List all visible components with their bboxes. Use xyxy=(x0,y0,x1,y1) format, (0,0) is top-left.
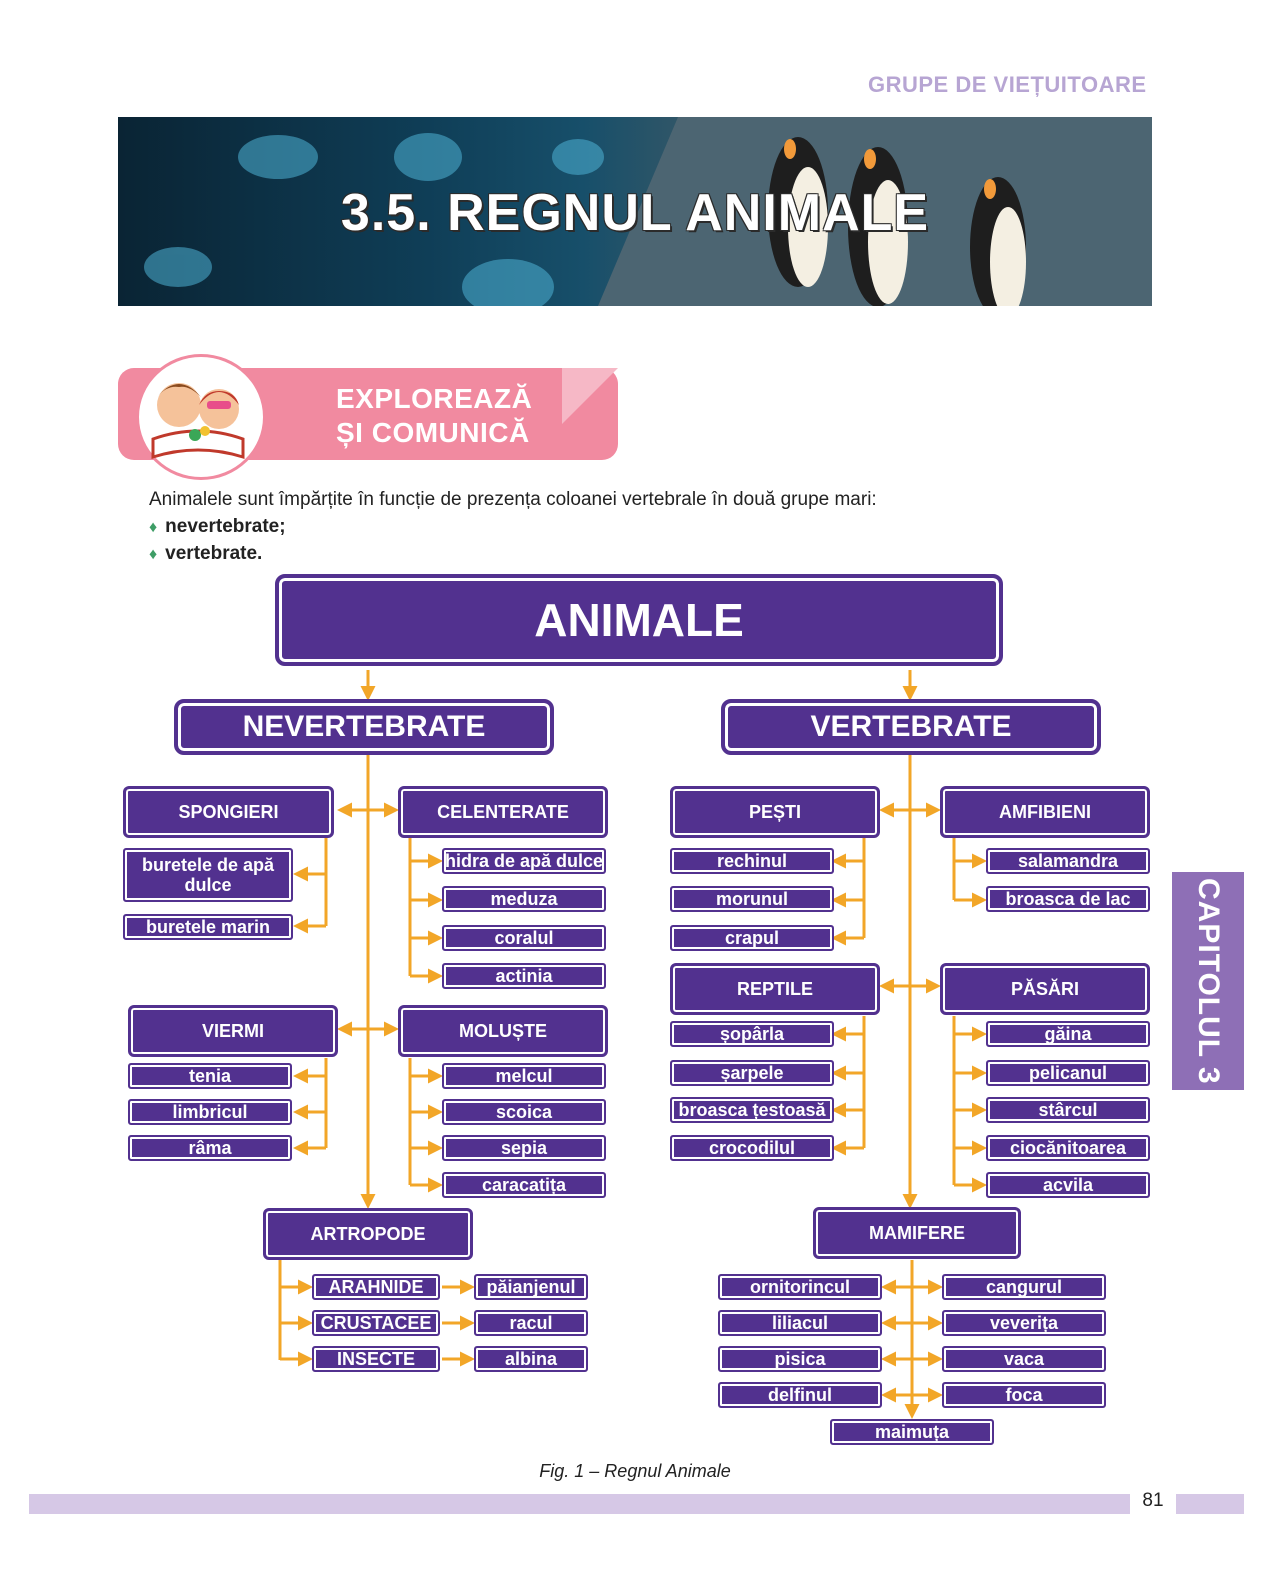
leaf-item: rechinul xyxy=(670,848,834,874)
leaf-item: păianjenul xyxy=(474,1274,588,1300)
leaf-item: șopârla xyxy=(670,1021,834,1047)
leaf-item: crapul xyxy=(670,925,834,951)
group-vertebrate: VERTEBRATE xyxy=(721,699,1101,755)
page-number: 81 xyxy=(1130,1490,1176,1516)
leaf-item: stârcul xyxy=(986,1097,1150,1123)
leaf-item: maimuța xyxy=(830,1419,994,1445)
leaf-item: delfinul xyxy=(718,1382,882,1408)
leaf-item: liliacul xyxy=(718,1310,882,1336)
category-reptile: REPTILE xyxy=(670,963,880,1015)
leaf-item: sepia xyxy=(442,1135,606,1161)
leaf-item: hidra de apă dulce xyxy=(442,848,606,874)
leaf-item: limbricul xyxy=(128,1099,292,1125)
figure-caption: Fig. 1 – Regnul Animale xyxy=(539,1461,731,1481)
category-pesti: PEȘTI xyxy=(670,786,880,838)
footer-bar xyxy=(29,1494,1244,1514)
leaf-item: crocodilul xyxy=(670,1135,834,1161)
leaf-item: șarpele xyxy=(670,1060,834,1086)
intro-text: Animalele sunt împărțite în funcție de prezența coloanei vertebrale în două grupe mari: xyxy=(149,489,877,510)
leaf-item: broasca țestoasă xyxy=(670,1097,834,1123)
category-artropode: ARTROPODE xyxy=(263,1208,473,1260)
leaf-item: coralul xyxy=(442,925,606,951)
leaf-item: veverița xyxy=(942,1310,1106,1336)
category-pasari: PĂSĂRI xyxy=(940,963,1150,1015)
leaf-item: albina xyxy=(474,1346,588,1372)
explore-line-2: ȘI COMUNICĂ xyxy=(336,417,530,448)
chapter-title: 3.5. REGNUL ANIMALE xyxy=(340,184,930,242)
leaf-item: găina xyxy=(986,1021,1150,1047)
bullet-label: nevertebrate; xyxy=(165,516,286,537)
leaf-item: ciocănitoarea xyxy=(986,1135,1150,1161)
artropode-group: ARAHNIDE xyxy=(312,1274,440,1300)
bullet-label: vertebrate. xyxy=(165,543,263,564)
category-mamifere: MAMIFERE xyxy=(813,1207,1021,1259)
leaf-item: racul xyxy=(474,1310,588,1336)
leaf-item: actinia xyxy=(442,963,606,989)
chapter-label: CAPITOLUL 3 xyxy=(1192,877,1225,1085)
section-label: GRUPE DE VIEȚUITOARE xyxy=(868,72,1147,97)
leaf-item: salamandra xyxy=(986,848,1150,874)
category-viermi: VIERMI xyxy=(128,1005,338,1057)
artropode-group: INSECTE xyxy=(312,1346,440,1372)
category-spongieri: SPONGIERI xyxy=(123,786,334,838)
leaf-item: vaca xyxy=(942,1346,1106,1372)
leaf-item: ornitorincul xyxy=(718,1274,882,1300)
leaf-item: cangurul xyxy=(942,1274,1106,1300)
leaf-item: buretele de apă dulce xyxy=(123,848,293,902)
leaf-item: buretele marin xyxy=(123,914,293,940)
group-nevertebrate: NEVERTEBRATE xyxy=(174,699,554,755)
leaf-item: morunul xyxy=(670,886,834,912)
leaf-item: pelicanul xyxy=(986,1060,1150,1086)
diamond-bullet-icon: ♦ xyxy=(149,519,158,536)
diamond-bullet-icon: ♦ xyxy=(149,546,158,563)
leaf-item: râma xyxy=(128,1135,292,1161)
root-animale: ANIMALE xyxy=(275,574,1003,666)
leaf-item: scoica xyxy=(442,1099,606,1125)
leaf-item: acvila xyxy=(986,1172,1150,1198)
category-moluste: MOLUȘTE xyxy=(398,1005,608,1057)
leaf-item: melcul xyxy=(442,1063,606,1089)
category-celenterate: CELENTERATE xyxy=(398,786,608,838)
artropode-group: CRUSTACEE xyxy=(312,1310,440,1336)
leaf-item: tenia xyxy=(128,1063,292,1089)
explore-line-1: EXPLOREAZĂ xyxy=(336,383,533,414)
leaf-item: broasca de lac xyxy=(986,886,1150,912)
leaf-item: pisica xyxy=(718,1346,882,1372)
leaf-item: foca xyxy=(942,1382,1106,1408)
category-amfibieni: AMFIBIENI xyxy=(940,786,1150,838)
leaf-item: caracatița xyxy=(442,1172,606,1198)
leaf-item: meduza xyxy=(442,886,606,912)
